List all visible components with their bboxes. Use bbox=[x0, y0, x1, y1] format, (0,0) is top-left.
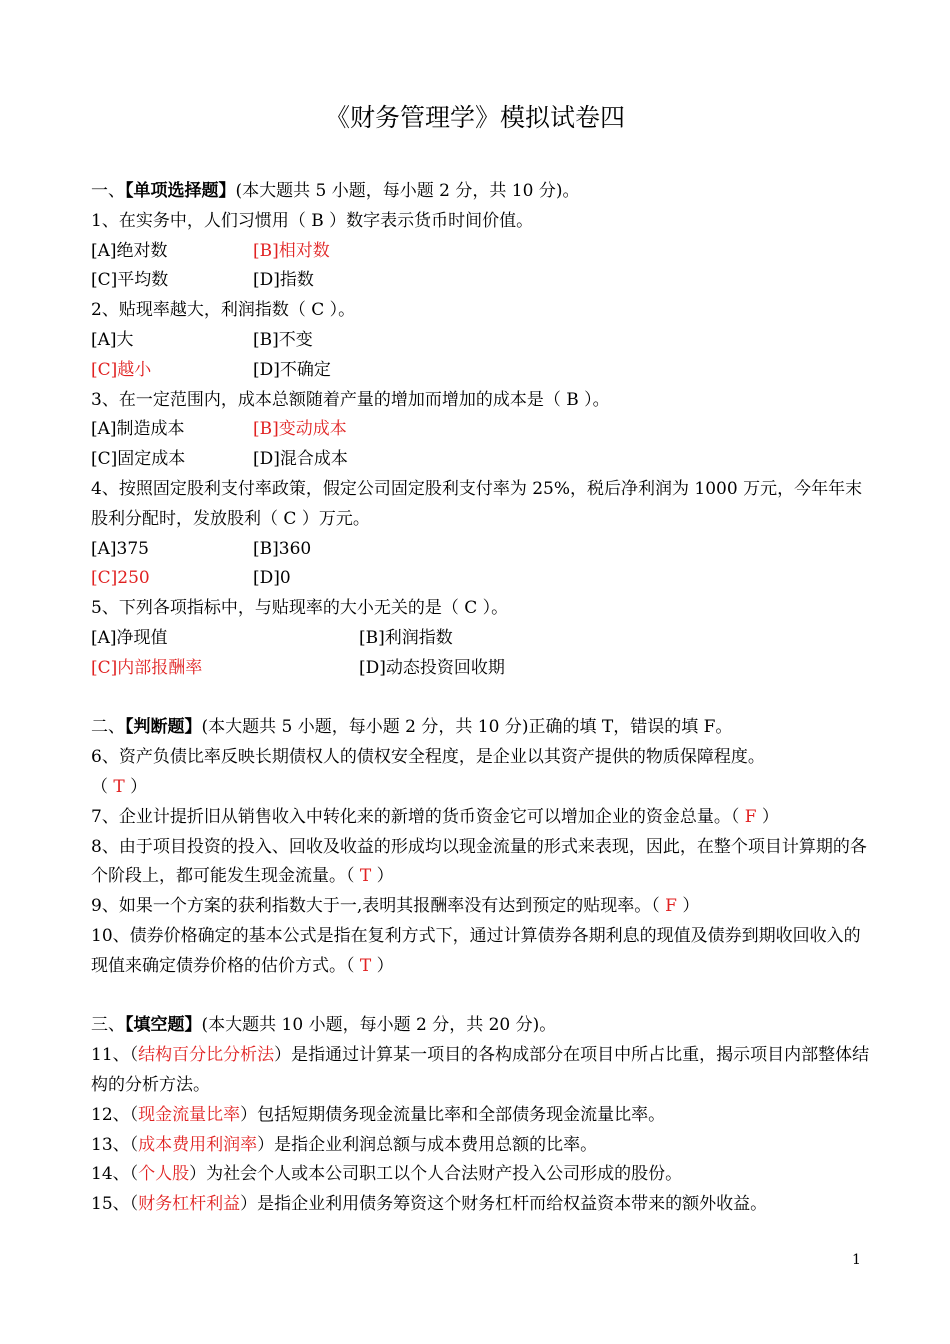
section-header-fill: 三、【填空题】(本大题共 10 小题，每小题 2 分，共 20 分)。 bbox=[91, 1015, 557, 1036]
question-7: 7、企业计提折旧从销售收入中转化来的新增的货币资金它可以增加企业的资金总量。（ F ） bbox=[91, 806, 779, 827]
option-3-c: [C]固定成本 bbox=[91, 449, 186, 470]
question-14: 14、（个人股）为社会个人或本公司职工以个人合法财产投入公司形成的股份。 bbox=[91, 1164, 683, 1185]
option-1-c: [C]平均数 bbox=[91, 270, 169, 291]
option-3-d: [D]混合成本 bbox=[253, 449, 348, 470]
answer-12: 现金流量比率 bbox=[138, 1104, 241, 1125]
question-12: 12、（现金流量比率）包括短期债务现金流量比率和全部债务现金流量比率。 bbox=[91, 1104, 666, 1125]
options-3-row-1 bbox=[91, 415, 871, 445]
option-2-a: [A]大 bbox=[91, 329, 134, 350]
answer-11: 结构百分比分析法 bbox=[138, 1045, 275, 1066]
answer-13: 成本费用利润率 bbox=[138, 1134, 258, 1155]
answer-14: 个人股 bbox=[138, 1164, 190, 1185]
question-11: 11、（结构百分比分析法）是指通过计算某一项目的各构成部分在项目中所占比重，揭示项目内部整体结构的分析方法。 bbox=[91, 1045, 870, 1095]
option-2-d: [D]不确定 bbox=[253, 359, 331, 380]
option-4-b: [B]360 bbox=[253, 538, 312, 559]
page-title: 《财务管理学》模拟试卷四 bbox=[324, 103, 625, 132]
answer-1: B bbox=[311, 210, 324, 231]
question-6: 6、资产负债比率反映长期债权人的债权安全程度，是企业以其资产提供的物质保障程度。 （ T ） bbox=[91, 747, 765, 797]
option-1-a: [A]绝对数 bbox=[91, 240, 168, 261]
question-8: 8、由于项目投资的投入、回收及收益的形成均以现金流量的形式来表现，因此，在整个项目计算期的各个阶段上，都可能发生现金流量。（ T ） bbox=[91, 836, 867, 887]
answer-3: B bbox=[566, 389, 579, 410]
question-3: 3、在一定范围内，成本总额随着产量的增加而增加的成本是（ B ）。 bbox=[91, 389, 610, 410]
options-4-row-2 bbox=[91, 564, 871, 594]
options-2-row-1 bbox=[91, 326, 871, 356]
options-4-row-1 bbox=[91, 535, 871, 565]
option-3-a: [A]制造成本 bbox=[91, 419, 185, 440]
option-4-a: [A]375 bbox=[91, 538, 149, 559]
option-5-d: [D]动态投资回收期 bbox=[359, 657, 505, 678]
option-2-c: [C]越小 bbox=[91, 359, 152, 380]
question-15: 15、（财务杠杆利益）是指企业利用债务筹资这个财务杠杆而给权益资本带来的额外收益。 bbox=[91, 1194, 768, 1215]
options-3-row-2 bbox=[91, 445, 871, 475]
options-2-row-2 bbox=[91, 356, 871, 386]
answer-8: T bbox=[359, 866, 372, 887]
answer-9: F bbox=[665, 896, 677, 917]
answer-7: F bbox=[744, 806, 757, 827]
options-5-row-1 bbox=[91, 624, 871, 654]
answer-5: C bbox=[464, 598, 478, 619]
question-4: 4、按照固定股利支付率政策，假定公司固定股利支付率为 25%，税后净利润为 1000 万元，今年年末股利分配时，发放股利（ C ）万元。 bbox=[91, 478, 863, 529]
option-1-d: [D]指数 bbox=[253, 270, 314, 291]
question-1: 1、在实务中，人们习惯用（ B ）数字表示货币时间价值。 bbox=[91, 210, 534, 231]
section-header-judge: 二、【判断题】(本大题共 5 小题，每小题 2 分，共 10 分)正确的填 T，错误的填 F。 bbox=[91, 717, 733, 738]
option-3-b: [B]变动成本 bbox=[253, 419, 347, 440]
question-10: 10、债券价格确定的基本公式是指在复利方式下，通过计算债券各期利息的现值及债券到期收回收入的现值来确定债券价格的估价方式。（ T ） bbox=[91, 925, 861, 976]
question-13: 13、（成本费用利润率）是指企业利润总额与成本费用总额的比率。 bbox=[91, 1134, 598, 1155]
option-5-b: [B]利润指数 bbox=[359, 627, 453, 648]
option-5-c: [C]内部报酬率 bbox=[91, 657, 203, 678]
option-2-b: [B]不变 bbox=[253, 329, 313, 350]
options-1-row-1 bbox=[91, 237, 871, 267]
section-header-choice: 一、【单项选择题】(本大题共 5 小题，每小题 2 分，共 10 分)。 bbox=[91, 181, 580, 201]
option-1-b: [B]相对数 bbox=[253, 240, 330, 261]
answer-6: T bbox=[113, 776, 125, 797]
question-5: 5、下列各项指标中，与贴现率的大小无关的是（ C ）。 bbox=[91, 598, 509, 619]
answer-15: 财务杠杆利益 bbox=[138, 1194, 241, 1215]
answer-2: C bbox=[311, 300, 325, 321]
page-number: 1 bbox=[852, 1252, 861, 1268]
spacer bbox=[91, 684, 871, 714]
question-9: 9、如果一个方案的获利指数大于一,表明其报酬率没有达到预定的贴现率。（ F ） bbox=[91, 896, 700, 917]
answer-4: C bbox=[283, 508, 297, 529]
options-1-row-2 bbox=[91, 266, 871, 296]
options-5-row-2 bbox=[91, 654, 871, 684]
option-5-a: [A]净现值 bbox=[91, 627, 168, 648]
option-4-d: [D]0 bbox=[253, 568, 291, 589]
option-4-c: [C]250 bbox=[91, 568, 150, 589]
spacer bbox=[91, 982, 871, 1012]
answer-10: T bbox=[359, 955, 372, 976]
question-2: 2、贴现率越大，利润指数（ C ）。 bbox=[91, 300, 356, 321]
exam-content bbox=[91, 177, 871, 1220]
